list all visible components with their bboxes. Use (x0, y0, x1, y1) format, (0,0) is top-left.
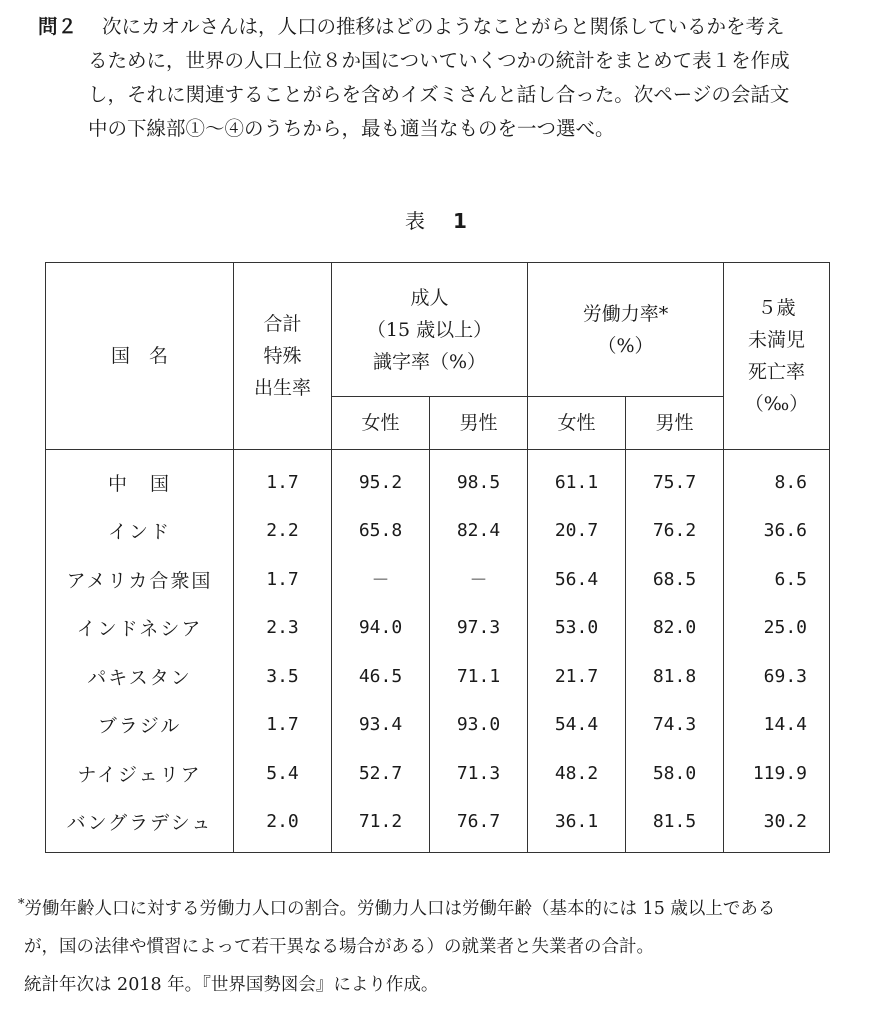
question-line-3: し，それに関連することがらを含めイズミさんと話し合った。次ページの会話文 (88, 83, 790, 106)
tfr-cell: 2.3 (234, 604, 332, 653)
question-block (38, 10, 864, 146)
country-cell: ナイジェリア (46, 749, 234, 798)
table-row (46, 652, 830, 701)
mortality-cell: 69.3 (724, 652, 830, 701)
literacy-male-cell: 82.4 (430, 507, 528, 556)
mortality-cell: 30.2 (724, 798, 830, 853)
header-total-fertility-rate: 合計 特殊 出生率 (234, 263, 332, 450)
statistics-table (45, 262, 830, 853)
tfr-cell: 1.7 (234, 450, 332, 507)
literacy-female-cell: 94.0 (332, 604, 430, 653)
table-row (46, 701, 830, 750)
labor-female-cell: 20.7 (528, 507, 626, 556)
header-literacy-female: 女性 (332, 397, 430, 450)
labor-male-cell: 58.0 (626, 749, 724, 798)
country-cell: パキスタン (46, 652, 234, 701)
literacy-male-cell: 93.0 (430, 701, 528, 750)
question-line-4: 中の下線部①～④のうちから，最も適当なものを一つ選べ。 (88, 117, 615, 140)
source-note: 統計年次は 2018 年。『世界国勢図会』により作成。 (24, 975, 439, 995)
tfr-cell: 3.5 (234, 652, 332, 701)
table-row (46, 798, 830, 853)
labor-male-cell: 74.3 (626, 701, 724, 750)
labor-female-cell: 21.7 (528, 652, 626, 701)
literacy-male-cell: 71.1 (430, 652, 528, 701)
mortality-cell: 6.5 (724, 555, 830, 604)
header-labor-force-rate: 労働力率* （%） (528, 263, 724, 397)
literacy-male-cell: － (430, 555, 528, 604)
labor-female-cell: 53.0 (528, 604, 626, 653)
labor-female-cell: 54.4 (528, 701, 626, 750)
mortality-cell: 8.6 (724, 450, 830, 507)
header-literacy-male: 男性 (430, 397, 528, 450)
labor-female-cell: 48.2 (528, 749, 626, 798)
labor-male-cell: 68.5 (626, 555, 724, 604)
country-cell: インドネシア (46, 604, 234, 653)
footnote-asterisk: * (18, 897, 25, 912)
footnote-line-1: *労働年齢人口に対する労働力人口の割合。労働力人口は労働年齢（基本的には 15 歳以上である (18, 897, 776, 919)
table-row (46, 604, 830, 653)
labor-female-cell: 56.4 (528, 555, 626, 604)
header-adult-literacy: 成人 （15 歳以上） 識字率（%） (332, 263, 528, 397)
mortality-cell: 14.4 (724, 701, 830, 750)
literacy-male-cell: 97.3 (430, 604, 528, 653)
country-cell: アメリカ合衆国 (46, 555, 234, 604)
table-row (46, 555, 830, 604)
country-cell: バングラデシュ (46, 798, 234, 853)
header-country: 国 名 (46, 263, 234, 450)
labor-female-cell: 36.1 (528, 798, 626, 853)
header-labor-male: 男性 (626, 397, 724, 450)
question-line-2: るために，世界の人口上位８か国についていくつかの統計をまとめて表１を作成 (88, 49, 790, 72)
country-cell: 中 国 (46, 450, 234, 507)
mortality-cell: 25.0 (724, 604, 830, 653)
table-row (46, 507, 830, 556)
tfr-cell: 1.7 (234, 555, 332, 604)
literacy-female-cell: － (332, 555, 430, 604)
tfr-cell: 2.2 (234, 507, 332, 556)
header-under5-mortality: ５歳 未満児 死亡率 （‰） (724, 263, 830, 450)
question-number: 問２ (38, 15, 78, 38)
labor-male-cell: 81.8 (626, 652, 724, 701)
table-body (46, 450, 830, 853)
mortality-cell: 119.9 (724, 749, 830, 798)
labor-male-cell: 81.5 (626, 798, 724, 853)
tfr-cell: 1.7 (234, 701, 332, 750)
tfr-cell: 2.0 (234, 798, 332, 853)
literacy-male-cell: 71.3 (430, 749, 528, 798)
literacy-female-cell: 71.2 (332, 798, 430, 853)
labor-male-cell: 76.2 (626, 507, 724, 556)
literacy-female-cell: 93.4 (332, 701, 430, 750)
table-title: 表 1 (405, 209, 467, 233)
country-cell: インド (46, 507, 234, 556)
table-row (46, 450, 830, 507)
literacy-male-cell: 98.5 (430, 450, 528, 507)
literacy-female-cell: 52.7 (332, 749, 430, 798)
labor-male-cell: 82.0 (626, 604, 724, 653)
literacy-female-cell: 46.5 (332, 652, 430, 701)
header-labor-female: 女性 (528, 397, 626, 450)
labor-male-cell: 75.7 (626, 450, 724, 507)
tfr-cell: 5.4 (234, 749, 332, 798)
literacy-female-cell: 95.2 (332, 450, 430, 507)
table-row (46, 749, 830, 798)
mortality-cell: 36.6 (724, 507, 830, 556)
question-line-1: 問２ 次にカオルさんは，人口の推移はどのようなことがらと関係しているかを考え (38, 10, 864, 44)
labor-female-cell: 61.1 (528, 450, 626, 507)
literacy-female-cell: 65.8 (332, 507, 430, 556)
country-cell: ブラジル (46, 701, 234, 750)
footnotes (18, 890, 863, 1004)
footnote-line-2: が，国の法律や慣習によって若干異なる場合がある）の就業者と失業者の合計。 (24, 937, 654, 957)
literacy-male-cell: 76.7 (430, 798, 528, 853)
